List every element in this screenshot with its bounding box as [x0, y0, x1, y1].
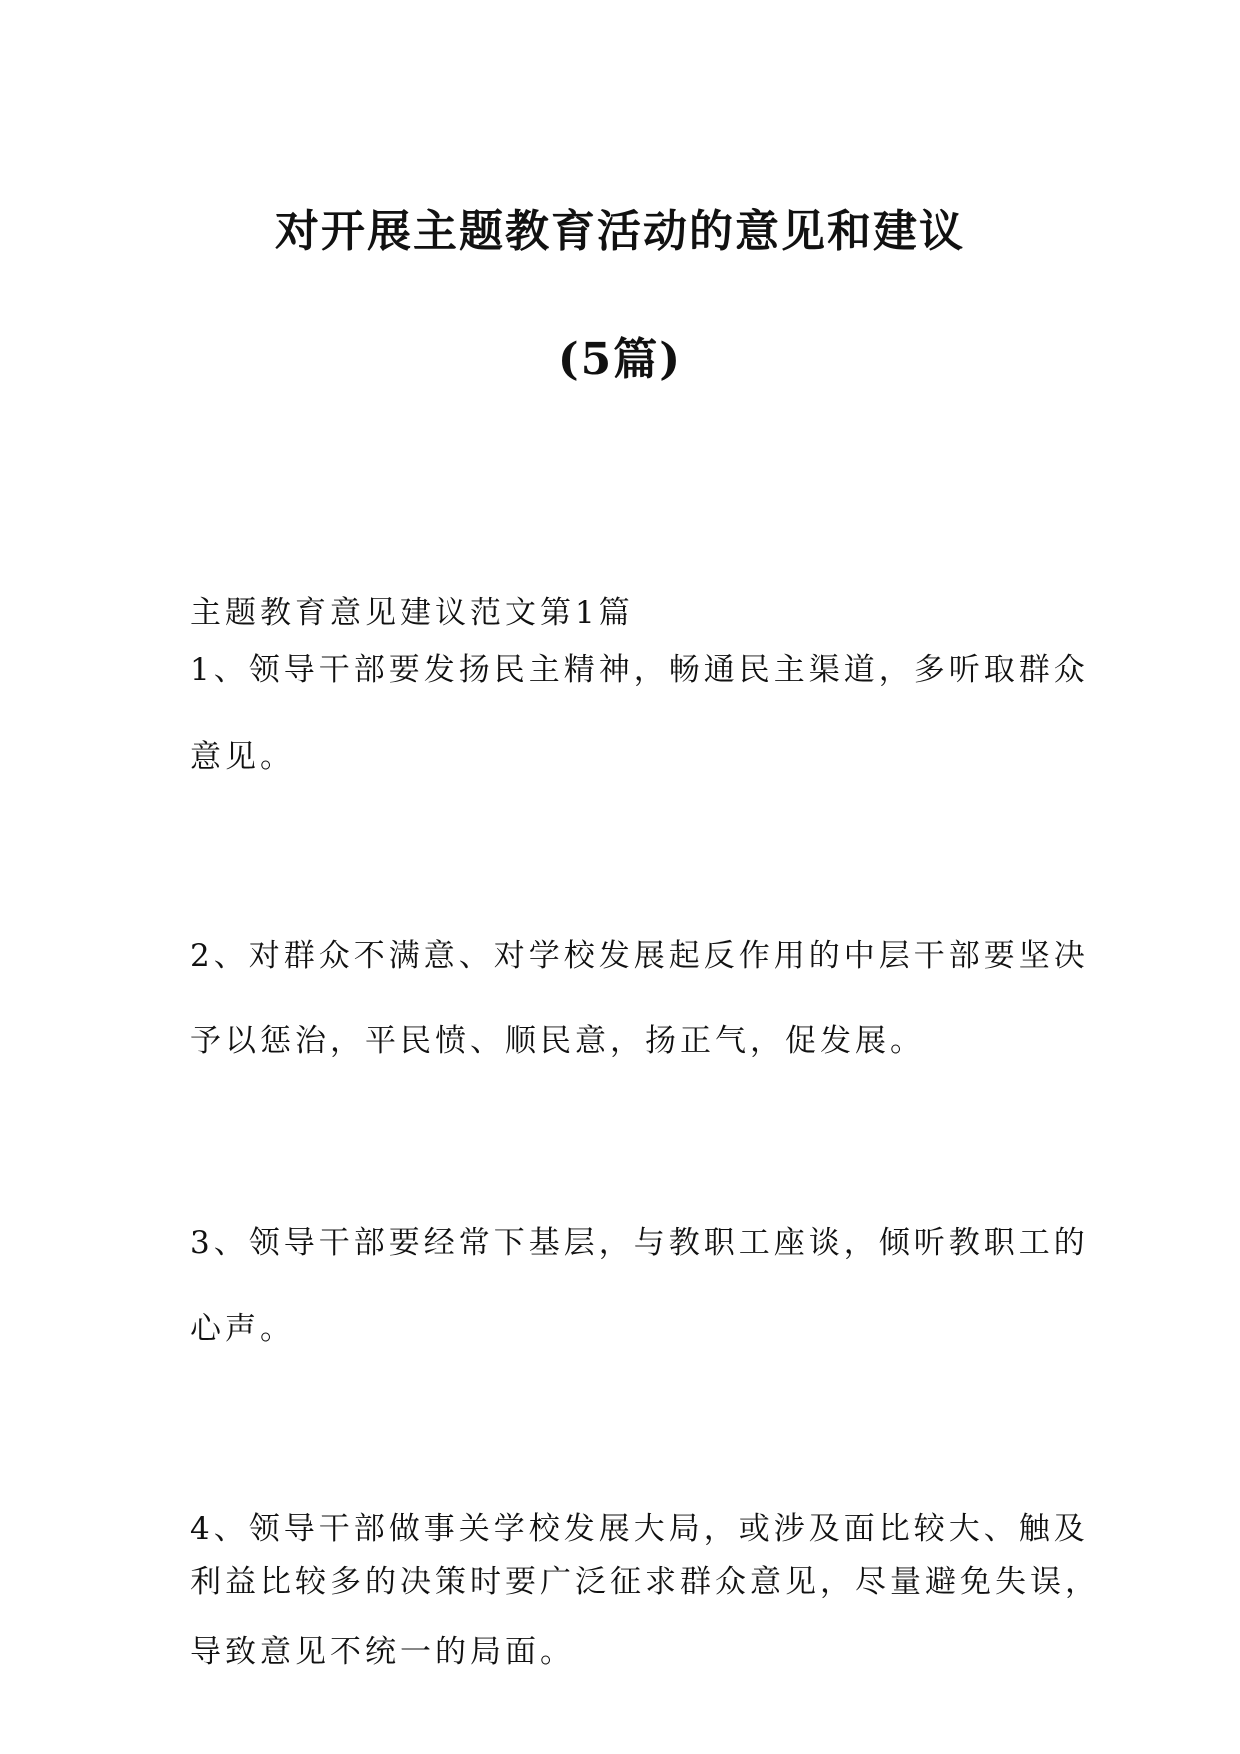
paragraph-4-line-2: 利益比较多的决策时要广泛征求群众意见，尽量避免失误， — [190, 1564, 1100, 1600]
paragraph-3-line-1: 3、领导干部要经常下基层，与教职工座谈，倾听教职工的 — [190, 1225, 1089, 1261]
paragraph-1-line-2: 意见。 — [190, 739, 295, 775]
paragraph-2-line-1: 2、对群众不满意、对学校发展起反作用的中层干部要坚决 — [190, 938, 1089, 974]
section-heading: 主题教育意见建议范文第1篇 — [190, 595, 634, 631]
paragraph-2-line-2: 予以惩治，平民愤、顺民意，扬正气，促发展。 — [190, 1023, 925, 1059]
document-title: 对开展主题教育活动的意见和建议 — [275, 206, 965, 257]
paragraph-3-line-2: 心声。 — [190, 1311, 295, 1347]
paragraph-1-line-1: 1、领导干部要发扬民主精神，畅通民主渠道，多听取群众 — [190, 652, 1089, 688]
paragraph-4-line-3: 导致意见不统一的局面。 — [190, 1634, 575, 1670]
document-title-count: (5篇) — [557, 334, 683, 385]
paragraph-4-line-1: 4、领导干部做事关学校发展大局，或涉及面比较大、触及 — [190, 1511, 1089, 1547]
